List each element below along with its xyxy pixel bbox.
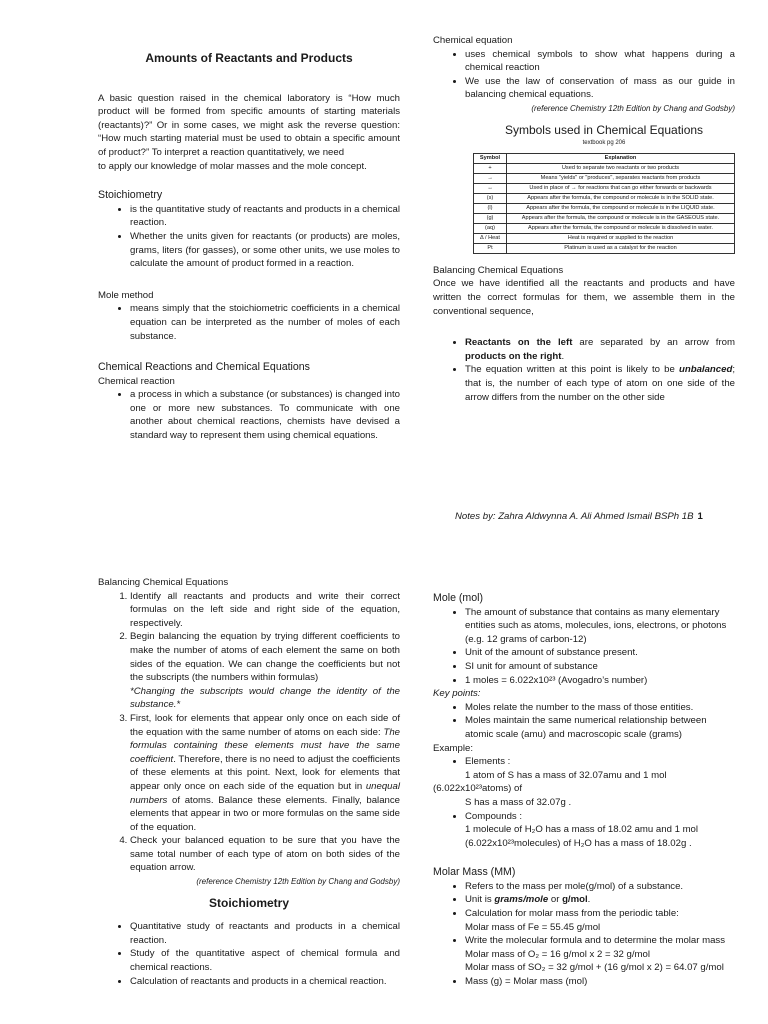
table-cell: Appears after the formula, the compound or molecule is in the LIQUID state. (507, 203, 735, 213)
text: of atoms. Balance these elements. Finally, balance elements that appear in two or more formulas on the same side of the equation. (130, 794, 400, 833)
compounds-example-line: 1 molecule of H₂O has a mass of 18.02 amu and 1 mol (465, 824, 699, 836)
table-cell: Appears after the formula, the compound or molecule is dissolved in water. (507, 223, 735, 233)
chemical-reaction-subheading: Chemical reaction (98, 375, 175, 387)
mole-method-heading: Mole method (98, 289, 154, 301)
stoichiometry-title: Stoichiometry (208, 895, 289, 910)
elements-example-line: S has a mass of 32.07g . (465, 796, 572, 808)
text: are separated by an arrow from (572, 337, 735, 349)
symbols-table (473, 153, 735, 254)
elements-example-line: 1 atom of S has a mass of 32.07amu and 1 mol (465, 769, 667, 781)
page2-left-column (98, 576, 400, 988)
chemical-equation-heading: Chemical equation (433, 35, 513, 46)
page-number: 1 (697, 511, 703, 522)
table-cell: Used in place of → for reactions that can go either forwards or backwards (507, 183, 735, 193)
list-item (465, 336, 735, 363)
compounds-list (433, 810, 735, 824)
page-title: Amounts of Reactants and Products (145, 51, 353, 65)
text: Molar mass of SO₂ = 32 g/mol + (16 g/mol x 2) = 64.07 g/mol (465, 962, 724, 974)
text: . Therefore, there is no need to adjust the coefficients of these elements at this point. Next, look for elements that appear only once on each side of the equation but in (130, 753, 400, 792)
list-item: • The amount of substance that contains as many elementary entities such as atoms, molecules, ions, electrons, or photons (e.g. 12 grams of carbon-12) (465, 606, 735, 647)
compounds-example-line: (6.022x10²³molecules) of H₂O has a mass of 18.02g . (465, 837, 692, 849)
table-row (474, 243, 735, 253)
page2-right-column (433, 592, 735, 989)
page1-left-column (98, 36, 400, 443)
chemical-reactions-heading: Chemical Reactions and Chemical Equations (98, 361, 310, 374)
list-item: • means simply that the stoichiometric coefficients in a chemical equation can be interpreted as the number of moles of each substance. (130, 302, 400, 343)
example-list (433, 755, 735, 769)
text: Molar mass of O₂ = 16 g/mol x 2 = 32 g/mol (465, 948, 651, 960)
table-cell: Platinum is used as a catalyst for the reaction (507, 243, 735, 253)
table-cell: (g) (474, 213, 507, 223)
list-item (465, 893, 735, 907)
table-cell: + (474, 163, 507, 173)
balancing-paragraph: Once we have identified all the reactants and products and have written the correct formulas for them, we assemble them in the conventional sequence, (433, 278, 735, 317)
table-header: Symbol (474, 153, 507, 163)
table-row (474, 173, 735, 183)
page1-right-column (433, 34, 735, 404)
text: Unit is (465, 894, 495, 906)
list-item (465, 934, 735, 975)
list-item: • SI unit for amount of substance (465, 660, 735, 674)
example-label: Example: (433, 742, 473, 754)
italic-text: unequal numbers (130, 780, 400, 806)
list-item: 4. Check your balanced equation to be sure that you have the same total number of each type of atom on both sides of the equation arrow. (130, 834, 400, 875)
mole-heading: Mole (mol) (433, 592, 484, 604)
list-item: • 1 moles = 6.022x10²³ (Avogadro’s number) (465, 674, 735, 688)
text: The equation written at this point is likely to be (465, 364, 680, 376)
table-cell: Means "yields" or "produces", separates reactants from products (507, 173, 735, 183)
reference-note: (reference Chemistry 12th Edition by Chang and Godsby) (196, 877, 400, 887)
table-cell: ↔ (474, 183, 507, 193)
text: Calculation for molar mass from the periodic table: (465, 908, 679, 920)
table-cell: Pt (474, 243, 507, 253)
list-item: • Calculation of reactants and products in a chemical reaction. (130, 975, 400, 989)
table-header: Explanation (507, 153, 735, 163)
text: Write the molecular formula and to determine the molar mass (465, 935, 726, 947)
list-item: • Moles maintain the same numerical relationship between atomic scale (amu) and macroscopic scale (grams) (465, 714, 735, 741)
italic-note: *Changing the subscripts would change the identity of the substance.* (130, 685, 400, 711)
chemical-reaction-list (98, 388, 400, 442)
list-item: • is the quantitative study of reactants and products in a chemical reaction. (130, 203, 400, 230)
bold-text: Reactants on the left (465, 337, 573, 349)
list-item: • a process in which a substance (or substances) is changed into one or more new substances. To communicate with one another about chemical reactions, chemists have devised a standard way to represent them using chemical equations. (130, 388, 400, 442)
table-row (474, 193, 735, 203)
stoichiometry-list (98, 203, 400, 271)
table-cell: → (474, 173, 507, 183)
text: Begin balancing the equation by trying different coefficients to make the number of atoms of each element the same on both sides of the equation. We can change the coefficients but not the subscripts (the numbers within formulas) (130, 631, 400, 684)
table-cell: Used to separate two reactants or two products (507, 163, 735, 173)
page-footer (455, 511, 703, 522)
text: . (587, 894, 591, 906)
bold-text: products on the right (465, 350, 562, 362)
list-item: • Mass (g) = Molar mass (mol) (465, 975, 735, 989)
stoichiometry-list (98, 920, 400, 988)
list-item: 1. Identify all reactants and products and write their correct formulas on the left side and right side of the equation, respectively. (130, 590, 400, 631)
list-item (130, 630, 400, 712)
list-item: • uses chemical symbols to show what happens during a chemical reaction (465, 48, 735, 75)
intro-paragraph: A basic question raised in the chemical laboratory is “How much product will be formed from specific amounts of starting materials (reactants)?” Or in some cases, we might ask the reverse question: “How much starting material must be used to obtain a specific amount of product?” To interpret a reaction quantitatively, we need (98, 92, 400, 158)
list-item: • Elements : (465, 755, 735, 769)
symbols-table-subtitle: textbook pg 206 (582, 140, 626, 147)
table-row (474, 163, 735, 173)
list-item: • Study of the quantitative aspect of chemical formula and chemical reactions. (130, 947, 400, 974)
text: or (548, 894, 563, 906)
bold-italic-text: unbalanced (679, 364, 733, 376)
balancing-steps-list (98, 590, 400, 875)
key-points-list (433, 701, 735, 742)
molar-mass-list (433, 880, 735, 989)
table-cell: (aq) (474, 223, 507, 233)
bold-italic-text: grams/mole (494, 894, 549, 906)
list-item (465, 363, 735, 404)
list-item: • Compounds : (465, 810, 735, 824)
page-2 (0, 564, 768, 1024)
list-item: • Whether the units given for reactants (or products) are moles, grams, liters (for gasses), or some other units, we use moles to calculate the amount of product formed in a reaction. (130, 230, 400, 271)
list-item (130, 712, 400, 834)
list-item: • We use the law of conservation of mass as our guide in balancing chemical equations. (465, 75, 735, 102)
table-cell: Δ / Heat (474, 233, 507, 243)
elements-example-line: (6.022x10²³atoms) of (433, 783, 523, 795)
text: First, look for elements that appear only once on each side of the equation with the same number of atoms on each side: (130, 712, 400, 738)
table-row (474, 213, 735, 223)
list-item: • Unit of the amount of substance present. (465, 646, 735, 660)
intro-paragraph-end: to apply our knowledge of molar masses and the mole concept. (98, 160, 367, 172)
table-row (474, 203, 735, 213)
chemical-equation-list (433, 48, 735, 102)
text: Molar mass of Fe = 55.45 g/mol (465, 921, 601, 933)
table-row (474, 183, 735, 193)
mole-list (433, 606, 735, 688)
symbols-table-title: Symbols used in Chemical Equations (504, 122, 704, 137)
footer-notes: Notes by: Zahra Aldwynna A. Ali Ahmed Ismail BSPh 1B (455, 511, 694, 522)
key-points-label: Key points: (433, 688, 481, 700)
table-cell: (l) (474, 203, 507, 213)
list-item (465, 907, 735, 934)
table-cell: Heat is required or supplied to the reaction (507, 233, 735, 243)
table-cell: (s) (474, 193, 507, 203)
table-cell: Appears after the formula, the compound or molecule is in the GASEOUS state. (507, 213, 735, 223)
text: ; that is, the number of each type of atom on one side of the arrow differs from the number on the other side (465, 364, 735, 403)
table-cell: Appears after the formula, the compound or molecule is in the SOLID state. (507, 193, 735, 203)
stoichiometry-heading: Stoichiometry (98, 189, 163, 202)
list-item: • Quantitative study of reactants and products in a chemical reaction. (130, 920, 400, 947)
molar-mass-heading: Molar Mass (MM) (433, 866, 516, 879)
mole-method-list (98, 302, 400, 343)
text: . (561, 350, 565, 362)
table-row (474, 223, 735, 233)
page-gap (0, 536, 768, 564)
list-item: • Moles relate the number to the mass of those entities. (465, 701, 735, 715)
symbols-table-figure (473, 124, 735, 254)
bold-text: g/mol (562, 894, 588, 906)
reference-note: (reference Chemistry 12th Edition by Chang and Godsby) (531, 103, 735, 113)
table-row (474, 233, 735, 243)
balancing-heading: Balancing Chemical Equations (98, 577, 229, 588)
list-item: • Refers to the mass per mole(g/mol) of a substance. (465, 880, 735, 894)
balancing-heading: Balancing Chemical Equations (433, 264, 564, 276)
balancing-list (433, 336, 735, 404)
italic-text: The formulas containing these elements must have the same coefficient (130, 726, 400, 765)
